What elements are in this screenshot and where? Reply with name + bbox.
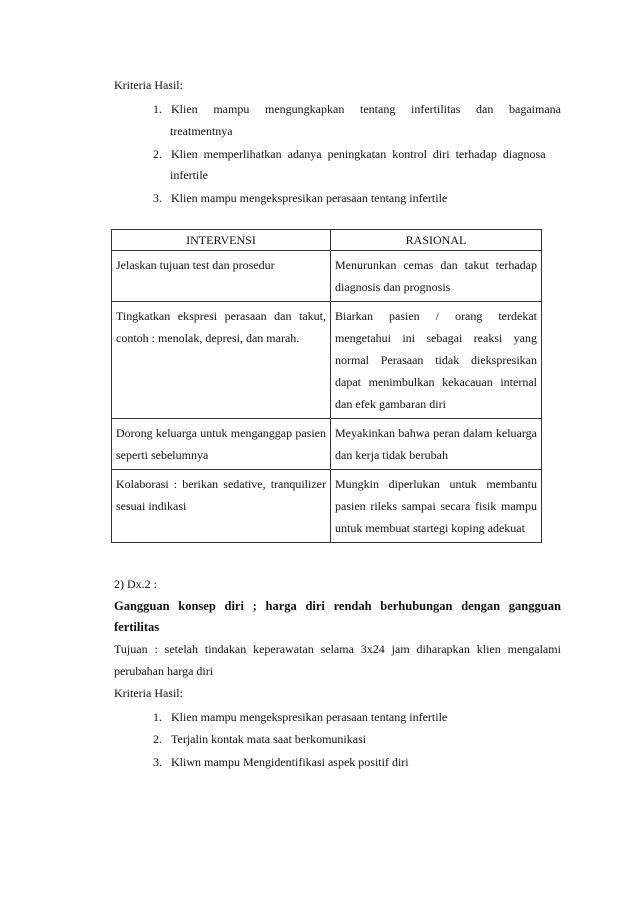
dx-label: 2) Dx.2 : — [114, 577, 157, 591]
intervensi-cell: Tingkatkan ekspresi perasaan dan takut, contoh : menolak, depresi, dan marah. — [112, 302, 331, 419]
criteria-item-2: 2. Klien memperlihatkan adanya peningkatan kontrol diri terhadap diagnosa — [153, 147, 546, 161]
rasional-cell: Biarkan pasien / orang terdekat mengetahui ini sebagai reaksi yang normal Perasaan tidak diekspresikan dapat menimbulkan kekacauan internal dan efek gambaran diri — [331, 302, 542, 419]
diagnosis-title: Gangguan konsep diri ; harga diri rendah berhubungan dengan gangguan — [114, 599, 561, 613]
criteria-item-1-cont: treatmentnya — [170, 124, 233, 138]
header-rasional: RASIONAL — [331, 230, 542, 251]
intervention-table — [111, 229, 542, 543]
criteria2-item-1: 1. Klien mampu mengekspresikan perasaan tentang infertile — [153, 710, 448, 724]
table-row — [112, 302, 542, 419]
diagnosis-title-cont: fertilitas — [114, 620, 160, 634]
kriteria-hasil-label-1: Kriteria Hasil: — [114, 78, 183, 92]
intervensi-cell: Dorong keluarga untuk menganggap pasien seperti sebelumnya — [112, 419, 331, 470]
rasional-cell: Mungkin diperlukan untuk membantu pasien rileks sampai secara fisik mampu untuk membuat startegi koping adekuat — [331, 470, 542, 543]
tujuan-text-cont: perubahan harga diri — [114, 664, 214, 678]
intervensi-cell: Kolaborasi : berikan sedative, tranquilizer sesuai indikasi — [112, 470, 331, 543]
header-intervensi: INTERVENSI — [112, 230, 331, 251]
table-row — [112, 251, 542, 302]
kriteria-hasil-label-2: Kriteria Hasil: — [114, 686, 183, 700]
item-number: 1. — [153, 102, 162, 116]
table-header-row — [112, 230, 542, 251]
tujuan-text: Tujuan : setelah tindakan keperawatan selama 3x24 jam diharapkan klien mengalami — [114, 642, 561, 656]
criteria2-item-3: 3. Kliwn mampu Mengidentifikasi aspek positif diri — [153, 755, 409, 769]
table-row — [112, 419, 542, 470]
criteria-item-1: 1. Klien mampu mengungkapkan tentang infertilitas dan bagaimana — [153, 102, 561, 116]
criteria2-item-2: 2. Terjalin kontak mata saat berkomunikasi — [153, 732, 367, 746]
rasional-cell: Meyakinkan bahwa peran dalam keluarga dan kerja tidak berubah — [331, 419, 542, 470]
criteria-item-2-cont: infertile — [170, 168, 208, 182]
intervensi-cell: Jelaskan tujuan test dan prosedur — [112, 251, 331, 302]
table-row — [112, 470, 542, 543]
criteria-item-3: 3. Klien mampu mengekspresikan perasaan tentang infertile — [153, 191, 448, 205]
rasional-cell: Menurunkan cemas dan takut terhadap diagnosis dan prognosis — [331, 251, 542, 302]
